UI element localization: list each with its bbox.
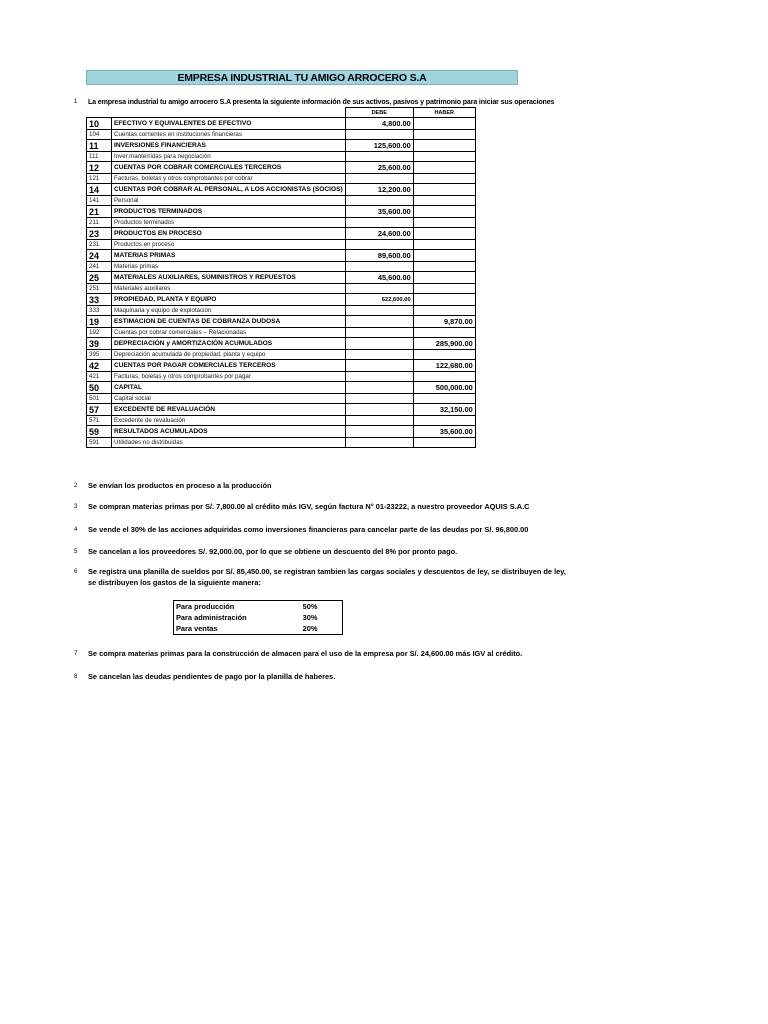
ledger-row [87, 184, 476, 196]
account-name: Materias primas [112, 262, 346, 272]
account-name: Productos terminados [112, 218, 346, 228]
account-name: Facturas, boletas y otros comprobantes por cobrar [112, 174, 346, 184]
ledger-row [87, 140, 476, 152]
ledger-table [86, 107, 476, 448]
header-blank [112, 108, 346, 118]
account-code: 57 [87, 404, 112, 416]
ledger-row [87, 350, 476, 360]
haber-amount [413, 372, 475, 382]
debe-amount [345, 404, 413, 416]
distribution-label: Para ventas [176, 624, 218, 633]
item-number: 7 [74, 651, 78, 657]
debe-amount: 4,800.00 [345, 118, 413, 130]
haber-amount [413, 228, 475, 240]
ledger-row [87, 382, 476, 394]
account-code: 39 [87, 338, 112, 350]
debe-amount [345, 306, 413, 316]
debe-amount: 45,600.00 [345, 272, 413, 284]
account-name: EXCEDENTE DE REVALUACIÓN [112, 404, 346, 416]
account-code: 241 [87, 262, 112, 272]
account-code: 591 [87, 438, 112, 448]
ledger-row [87, 206, 476, 218]
account-name: Cuentas por cobrar comerciales – Relacionadas [112, 328, 346, 338]
account-name: MATERIAS PRIMAS [112, 250, 346, 262]
item-number: 8 [74, 674, 78, 680]
item-number: 4 [74, 527, 78, 533]
haber-amount [413, 294, 475, 306]
ledger-row [87, 338, 476, 350]
haber-amount [413, 130, 475, 140]
account-code: 14 [87, 184, 112, 196]
haber-amount [413, 152, 475, 162]
item-number: 3 [74, 504, 78, 510]
haber-amount [413, 162, 475, 174]
debe-amount: 35,600.00 [345, 206, 413, 218]
item-text: se distribuyen los gastos de la siguiente manera: [88, 578, 261, 587]
debe-amount [345, 416, 413, 426]
ledger-row [87, 372, 476, 382]
haber-amount [413, 140, 475, 152]
haber-amount [413, 250, 475, 262]
account-name: EFECTIVO Y EQUIVALENTES DE EFECTIVO [112, 118, 346, 130]
debe-amount [345, 174, 413, 184]
distribution-row [174, 623, 343, 635]
account-name: Cuentas corrientes en instituciones financieras [112, 130, 346, 140]
haber-amount [413, 206, 475, 218]
account-code: 23 [87, 228, 112, 240]
debe-amount [345, 152, 413, 162]
account-code: 33 [87, 294, 112, 306]
debe-amount [345, 284, 413, 294]
header-blank [87, 108, 112, 118]
haber-amount [413, 184, 475, 196]
distribution-percent: 50% [302, 602, 318, 611]
debe-amount [345, 350, 413, 360]
debe-amount [345, 316, 413, 328]
debe-amount: 24,600.00 [345, 228, 413, 240]
item-number: 1 [74, 99, 78, 105]
account-name: Depreciación acumulada de propiedad, planta y equipo [112, 350, 346, 360]
account-code: 395 [87, 350, 112, 360]
account-code: 421 [87, 372, 112, 382]
ledger-row [87, 250, 476, 262]
debe-amount [345, 382, 413, 394]
ledger-row [87, 328, 476, 338]
distribution-label: Para producción [176, 602, 235, 611]
header-debe: DEBE [345, 108, 413, 118]
haber-amount [413, 416, 475, 426]
account-name: DEPRECIACIÓN y AMORTIZACIÓN ACUMULADOS [112, 338, 346, 350]
ledger-row [87, 272, 476, 284]
account-code: 231 [87, 240, 112, 250]
haber-amount [413, 174, 475, 184]
account-name: RESULTADOS ACUMULADOS [112, 426, 346, 438]
ledger-row [87, 360, 476, 372]
ledger-row [87, 130, 476, 140]
debe-amount [345, 328, 413, 338]
account-code: 192 [87, 328, 112, 338]
debe-amount [345, 360, 413, 372]
account-name: PRODUCTOS TERMINADOS [112, 206, 346, 218]
haber-amount [413, 438, 475, 448]
debe-amount: 125,600.00 [345, 140, 413, 152]
account-name: PROPIEDAD, PLANTA Y EQUIPO [112, 294, 346, 306]
debe-amount [345, 372, 413, 382]
ledger-row [87, 240, 476, 250]
debe-amount [345, 426, 413, 438]
ledger-row [87, 218, 476, 228]
ledger-row [87, 196, 476, 206]
debe-amount [345, 338, 413, 350]
account-code: 24 [87, 250, 112, 262]
account-code: 333 [87, 306, 112, 316]
haber-amount [413, 240, 475, 250]
account-code: 19 [87, 316, 112, 328]
distribution-row [174, 612, 343, 623]
debe-amount: 622,600.00 [345, 294, 413, 306]
haber-amount: 9,870.00 [413, 316, 475, 328]
account-name: MATERIALES AUXILIARES, SUMINISTROS Y REPUESTOS [112, 272, 346, 284]
account-code: 104 [87, 130, 112, 140]
ledger-row [87, 394, 476, 404]
account-code: 21 [87, 206, 112, 218]
account-code: 42 [87, 360, 112, 372]
account-code: 141 [87, 196, 112, 206]
item-text: Se compra materias primas para la construcción de almacen para el uso de la empresa por S/. 24,600.00 más IGV al crédito. [88, 649, 523, 658]
item-number: 5 [74, 549, 78, 555]
account-code: 251 [87, 284, 112, 294]
ledger-row [87, 118, 476, 130]
ledger-row [87, 316, 476, 328]
debe-amount: 12,200.00 [345, 184, 413, 196]
account-code: 571 [87, 416, 112, 426]
account-name: Maquinaria y equipo de explotación [112, 306, 346, 316]
account-name: CUENTAS POR PAGAR COMERCIALES TERCEROS [112, 360, 346, 372]
distribution-label: Para administración [176, 613, 247, 622]
ledger-row [87, 306, 476, 316]
debe-amount [345, 196, 413, 206]
account-name: Utilidades no distribuidas [112, 438, 346, 448]
debe-amount [345, 130, 413, 140]
haber-amount [413, 306, 475, 316]
account-name: Materiales auxiliares [112, 284, 346, 294]
account-name: Facturas, boletas y otros comprobantes por pagar [112, 372, 346, 382]
haber-amount [413, 196, 475, 206]
account-name: Productos en proceso [112, 240, 346, 250]
haber-amount: 35,600.00 [413, 426, 475, 438]
item-text: Se vende el 30% de las acciones adquiridas como inversiones financieras para cancelar parte de las deudas por S/. 96,800.00 [88, 525, 529, 534]
haber-amount [413, 328, 475, 338]
haber-amount [413, 118, 475, 130]
ledger-row [87, 262, 476, 272]
debe-amount: 89,600.00 [345, 250, 413, 262]
haber-amount [413, 394, 475, 404]
account-code: 25 [87, 272, 112, 284]
item-number: 6 [74, 569, 78, 575]
ledger-row [87, 174, 476, 184]
account-code: 11 [87, 140, 112, 152]
ledger-row [87, 162, 476, 174]
item-text: Se registra una planilla de sueldos por S/. 85,450.00, se registran tambien las cargas sociales y descuentos de ley, se distribuyen de ley, [88, 567, 566, 576]
haber-amount [413, 284, 475, 294]
account-name: CAPITAL [112, 382, 346, 394]
expense-distribution-table [173, 600, 343, 635]
account-code: 50 [87, 382, 112, 394]
haber-amount [413, 218, 475, 228]
item-number: 2 [74, 483, 78, 489]
debe-amount: 25,600.00 [345, 162, 413, 174]
item-text: La empresa industrial tu amigo arrocero S.A presenta la siguiente información de sus activos, pasivos y patrimonio para iniciar sus operaciones [88, 98, 555, 106]
ledger-header-row [87, 108, 476, 118]
account-code: 111 [87, 152, 112, 162]
account-code: 10 [87, 118, 112, 130]
distribution-percent: 20% [302, 624, 318, 633]
debe-amount [345, 218, 413, 228]
item-text: Se compran materias primas por S/. 7,800.00 al crédito más IGV, según factura N° 01-23222, a nuestro proveedor AQUIS S.A.C [88, 502, 530, 511]
account-name: Inver.manterridas para negociación [112, 152, 346, 162]
debe-amount [345, 240, 413, 250]
ledger-row [87, 438, 476, 448]
account-name: CUENTAS POR COBRAR COMERCIALES TERCEROS [112, 162, 346, 174]
account-name: CUENTAS POR COBRAR AL PERSONAL, A LOS ACCIONISTAS (SOCIOS) [112, 184, 346, 196]
account-code: 12 [87, 162, 112, 174]
item-text: Se cancelan las deudas pendientes de pago por la planilla de haberes. [88, 672, 336, 681]
ledger-row [87, 426, 476, 438]
account-code: 121 [87, 174, 112, 184]
ledger-row [87, 416, 476, 426]
haber-amount [413, 272, 475, 284]
haber-amount: 500,000.00 [413, 382, 475, 394]
haber-amount [413, 350, 475, 360]
distribution-percent: 30% [302, 613, 318, 622]
item-text: Se envían los productos en proceso a la producción [88, 481, 272, 490]
haber-amount: 32,150.00 [413, 404, 475, 416]
debe-amount [345, 394, 413, 404]
item-text: Se cancelan a los proveedores S/. 92,000.00, por lo que se obtiene un descuento del 8% por pronto pago. [88, 547, 458, 556]
haber-amount: 285,900.00 [413, 338, 475, 350]
account-name: PRODUCTOS EN PROCESO [112, 228, 346, 240]
account-code: 59 [87, 426, 112, 438]
debe-amount [345, 438, 413, 448]
account-name: ESTIMACION DE CUENTAS DE COBRANZA DUDOSA [112, 316, 346, 328]
account-name: Excedente de revaluación [112, 416, 346, 426]
ledger-row [87, 284, 476, 294]
ledger-row [87, 294, 476, 306]
account-name: INVERSIONES FINANCIERAS [112, 140, 346, 152]
account-code: 501 [87, 394, 112, 404]
ledger-row [87, 152, 476, 162]
haber-amount: 122,680.00 [413, 360, 475, 372]
distribution-row [174, 601, 343, 613]
ledger-row [87, 228, 476, 240]
document-title: EMPRESA INDUSTRIAL TU AMIGO ARROCERO S.A [86, 70, 518, 85]
debe-amount [345, 262, 413, 272]
header-haber: HABER [413, 108, 475, 118]
account-name: Capital social [112, 394, 346, 404]
ledger-row [87, 404, 476, 416]
account-name: Personal [112, 196, 346, 206]
account-code: 211 [87, 218, 112, 228]
haber-amount [413, 262, 475, 272]
